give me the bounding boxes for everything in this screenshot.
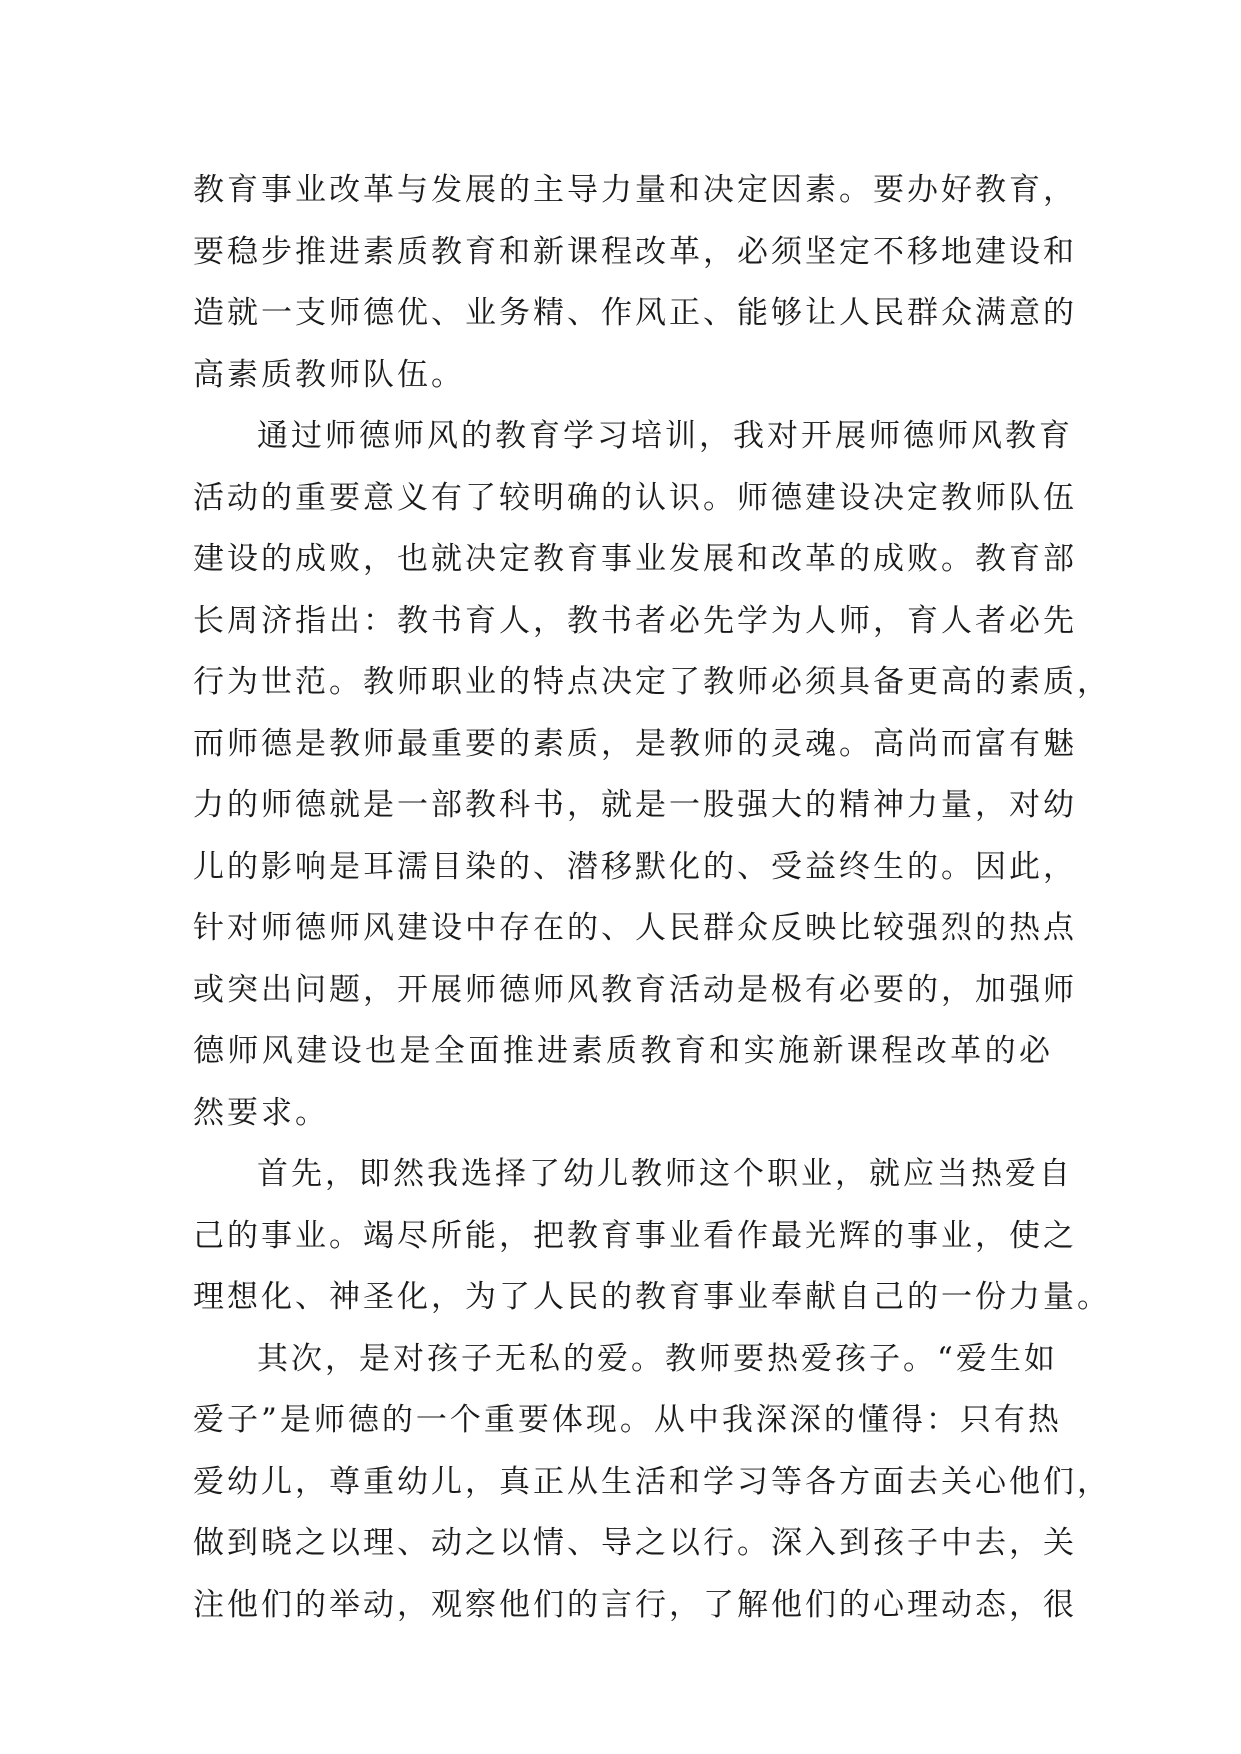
text-line: 爱幼儿，尊重幼儿，真正从生活和学习等各方面去关心他们， <box>193 1463 1111 1500</box>
text-line: 己的事业。竭尽所能，把教育事业看作最光辉的事业，使之 <box>193 1217 1077 1254</box>
text-line: 行为世范。教师职业的特点决定了教师必须具备更高的素质， <box>193 664 1111 700</box>
text-line: 做到晓之以理、动之以情、导之以行。深入到孩子中去，关 <box>193 1525 1077 1561</box>
text-line: 爱子”是师德的一个重要体现。从中我深深的懂得：只有热 <box>193 1402 1062 1438</box>
text-line: 活动的重要意义有了较明确的认识。师德建设决定教师队伍 <box>193 479 1077 516</box>
text-line: 造就一支师德优、业务精、作风正、能够让人民群众满意的 <box>193 295 1077 331</box>
paragraph <box>193 1329 1111 1637</box>
text-line: 长周济指出：教书育人，教书者必先学为人师，育人者必先 <box>193 602 1077 639</box>
text-line: 要稳步推进素质教育和新课程改革，必须坚定不移地建设和 <box>193 233 1077 270</box>
text-line: 教育事业改革与发展的主导力量和决定因素。要办好教育， <box>193 172 1077 208</box>
text-line: 针对师德师风建设中存在的、人民群众反映比较强烈的热点 <box>193 910 1077 946</box>
paragraph <box>193 406 1111 1144</box>
text-line: 高素质教师队伍。 <box>193 356 465 393</box>
text-line: 儿的影响是耳濡目染的、潜移默化的、受益终生的。因此， <box>193 848 1077 885</box>
text-line: 建设的成败，也就决定教育事业发展和改革的成败。教育部 <box>193 541 1077 577</box>
text-line: 而师德是教师最重要的素质，是教师的灵魂。高尚而富有魅 <box>193 725 1077 762</box>
body-text <box>193 160 1111 1636</box>
text-line: 注他们的举动，观察他们的言行，了解他们的心理动态，很 <box>193 1586 1077 1623</box>
paragraph <box>193 160 1077 406</box>
paragraph <box>193 1144 1111 1329</box>
text-line: 然要求。 <box>193 1094 329 1131</box>
text-line: 或突出问题，开展师德师风教育活动是极有必要的，加强师 <box>193 971 1077 1008</box>
text-line: 通过师德师风的教育学习培训，我对开展师德师风教育 <box>257 418 1073 454</box>
text-line: 德师风建设也是全面推进素质教育和实施新课程改革的必 <box>193 1033 1053 1069</box>
text-line: 首先，即然我选择了幼儿教师这个职业，就应当热爱自 <box>257 1156 1073 1192</box>
text-line: 理想化、神圣化，为了人民的教育事业奉献自己的一份力量。 <box>193 1279 1111 1315</box>
text-line: 其次，是对孩子无私的爱。教师要热爱孩子。“爱生如 <box>257 1340 1058 1377</box>
text-line: 力的师德就是一部教科书，就是一股强大的精神力量，对幼 <box>193 787 1077 823</box>
